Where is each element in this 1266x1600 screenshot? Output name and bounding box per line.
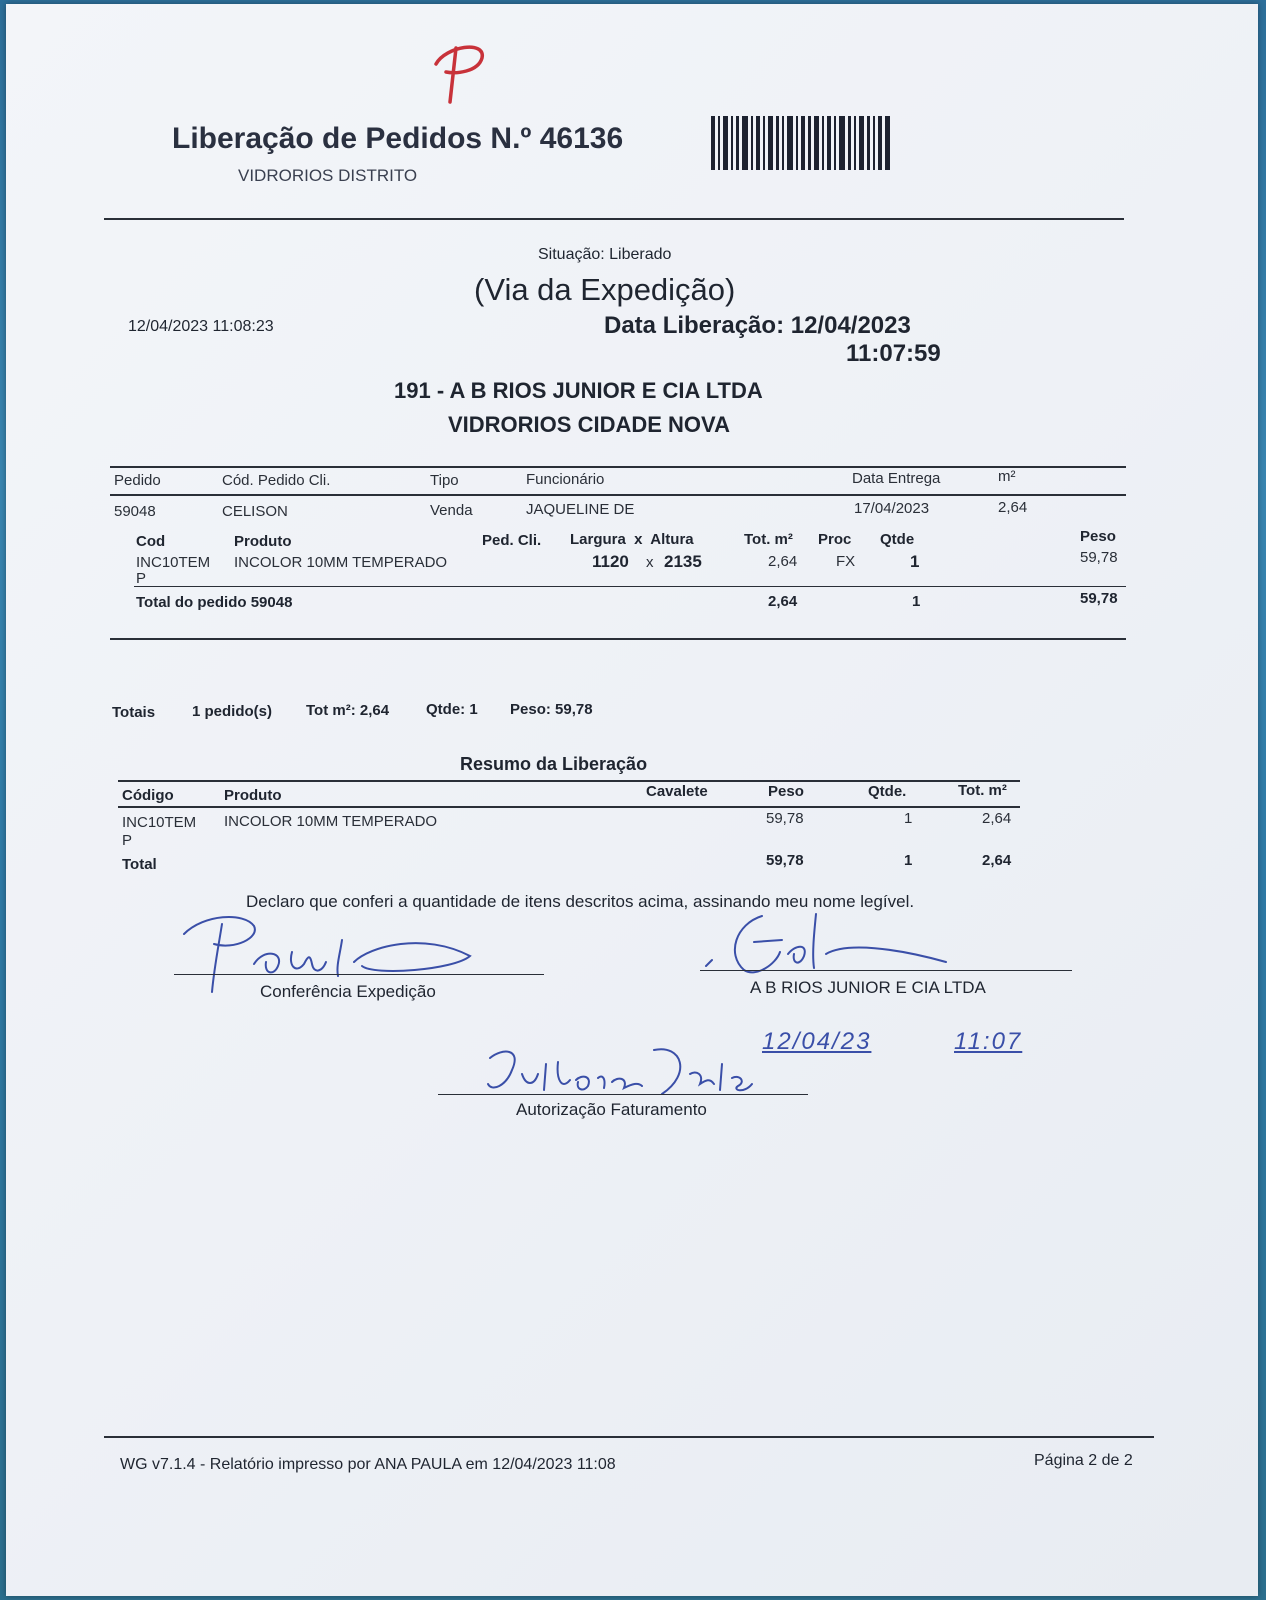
resumo-codigo-line1: INC10TEM <box>122 814 197 831</box>
item-cod-line2: P <box>136 570 147 587</box>
resumo-title: Resumo da Liberação <box>460 754 648 774</box>
resumo-total-qtde: 1 <box>904 852 913 869</box>
row-tipo: Venda <box>430 502 473 519</box>
client-store: VIDRORIOS CIDADE NOVA <box>448 412 730 437</box>
order-total-label: Total do pedido 59048 <box>136 594 293 611</box>
order-total-qtde: 1 <box>912 593 921 610</box>
signature-celso <box>696 904 966 984</box>
item-col-produto: Produto <box>234 533 292 550</box>
item-largura: 1120 <box>592 552 629 571</box>
item-altura: 2135 <box>664 552 702 571</box>
item-qtde: 1 <box>910 552 920 571</box>
bottom-signature-line <box>438 1094 808 1095</box>
col-data-entrega: Data Entrega <box>852 470 941 487</box>
client-name: 191 - A B RIOS JUNIOR E CIA LTDA <box>394 378 763 403</box>
order-table-top-rule <box>110 466 1126 468</box>
release-time: 11:07:59 <box>846 340 941 367</box>
resumo-col-cavalete: Cavalete <box>646 783 708 800</box>
resumo-col-codigo: Código <box>122 787 174 804</box>
footer-printed-by: WG v7.1.4 - Relatório impresso por ANA PAULA em 12/04/2023 11:08 <box>120 1456 616 1473</box>
resumo-top-rule <box>118 780 1020 782</box>
item-total-rule <box>134 586 1126 587</box>
header-divider <box>104 218 1124 220</box>
resumo-col-peso: Peso <box>768 783 804 800</box>
item-col-cod: Cod <box>136 533 166 550</box>
item-proc: FX <box>836 553 856 570</box>
totais-pedidos: 1 pedido(s) <box>192 703 273 720</box>
order-table-header-rule <box>110 494 1126 496</box>
col-cod-cli: Cód. Pedido Cli. <box>222 472 331 489</box>
via-label: (Via da Expedição) <box>474 272 736 307</box>
bottom-signature-label: Autorização Faturamento <box>516 1100 707 1119</box>
item-x: x <box>646 554 654 571</box>
item-tot-m2: 2,64 <box>768 553 798 570</box>
signature-vitoria-dantas <box>482 1034 762 1100</box>
col-funcionario: Funcionário <box>526 471 605 488</box>
resumo-codigo-line2: P <box>122 832 133 849</box>
resumo-total-peso: 59,78 <box>766 852 804 869</box>
right-signature-label: A B RIOS JUNIOR E CIA LTDA <box>750 978 986 997</box>
item-col-peso: Peso <box>1080 528 1116 545</box>
item-peso: 59,78 <box>1080 549 1118 566</box>
item-cod-line1: INC10TEM <box>136 554 211 571</box>
handwritten-time: 11:07 <box>954 1028 1023 1055</box>
col-pedido: Pedido <box>114 472 161 489</box>
row-m2: 2,64 <box>998 499 1028 516</box>
resumo-produto: INCOLOR 10MM TEMPERADO <box>224 813 438 830</box>
row-funcionario: JAQUELINE DE <box>526 501 635 518</box>
order-table-bottom-rule <box>110 638 1126 640</box>
row-pedido: 59048 <box>114 503 156 520</box>
order-total-m2: 2,64 <box>768 593 798 610</box>
footer-page-number: Página 2 de 2 <box>1034 1452 1133 1469</box>
document-title: Liberação de Pedidos N.º 46136 <box>172 122 624 155</box>
right-signature-line <box>700 970 1072 971</box>
item-col-largura-altura: Largura x Altura <box>570 531 694 548</box>
handwritten-p-mark <box>416 40 496 110</box>
totais-peso: Peso: 59,78 <box>510 701 593 718</box>
item-col-ped-cli: Ped. Cli. <box>482 532 542 549</box>
declaration-text: Declaro que conferi a quantidade de itens descritos acima, assinando meu nome legível. <box>246 892 915 911</box>
col-m2: m² <box>998 468 1016 485</box>
document-page <box>6 4 1258 1596</box>
totais-label: Totais <box>112 704 156 721</box>
company-name: VIDRORIOS DISTRITO <box>238 166 418 185</box>
item-col-tot-m2: Tot. m² <box>744 531 793 548</box>
resumo-total-m2: 2,64 <box>982 852 1012 869</box>
print-datetime: 12/04/2023 11:08:23 <box>128 318 274 335</box>
barcode-image <box>711 116 891 170</box>
handwritten-date: 12/04/23 <box>762 1028 872 1055</box>
footer-rule <box>104 1436 1154 1438</box>
item-col-qtde: Qtde <box>880 531 915 548</box>
resumo-col-tot-m2: Tot. m² <box>958 782 1007 799</box>
resumo-tot-m2: 2,64 <box>982 810 1012 827</box>
totais-qtde: Qtde: 1 <box>426 701 478 718</box>
resumo-qtde: 1 <box>904 810 913 827</box>
resumo-total-label: Total <box>122 856 157 873</box>
item-col-proc: Proc <box>818 531 852 548</box>
row-data-entrega: 17/04/2023 <box>854 500 930 517</box>
release-date: Data Liberação: 12/04/2023 <box>604 312 911 339</box>
left-signature-label: Conferência Expedição <box>260 982 436 1001</box>
resumo-col-qtde: Qtde. <box>868 783 907 800</box>
totais-m2: Tot m²: 2,64 <box>306 702 390 719</box>
col-tipo: Tipo <box>430 472 459 489</box>
resumo-peso: 59,78 <box>766 810 804 827</box>
resumo-header-rule <box>118 806 1020 808</box>
row-cod-cli: CELISON <box>222 503 288 520</box>
order-total-peso: 59,78 <box>1080 590 1118 607</box>
status-situacao: Situação: Liberado <box>538 246 672 263</box>
left-signature-line <box>174 974 544 975</box>
item-produto: INCOLOR 10MM TEMPERADO <box>234 554 448 571</box>
resumo-col-produto: Produto <box>224 787 282 804</box>
